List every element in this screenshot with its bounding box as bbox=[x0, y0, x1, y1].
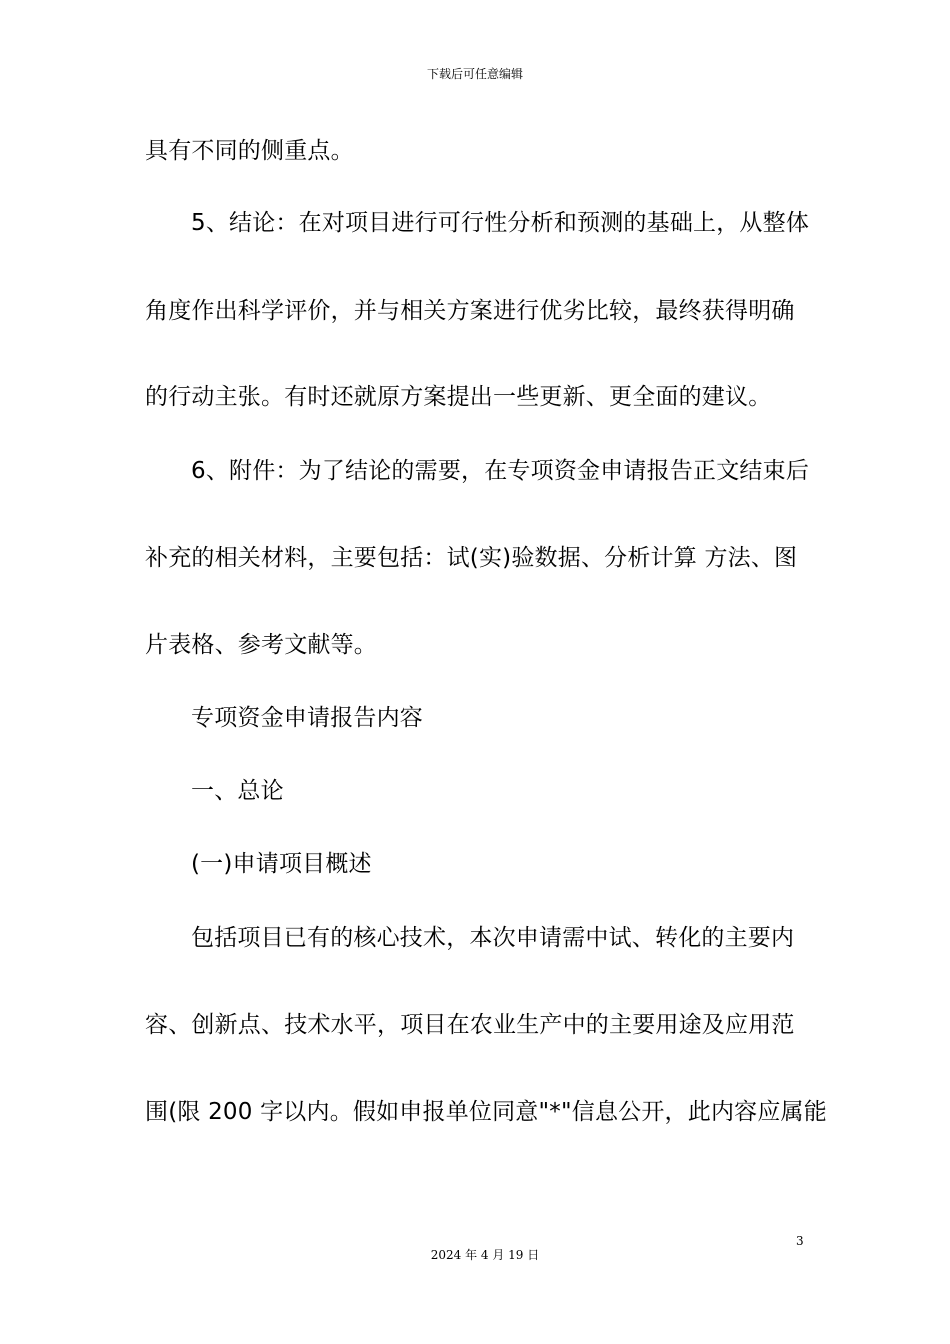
section-heading: 专项资金申请报告内容 bbox=[191, 705, 423, 731]
text-line: 容、创新点、技术水平，项目在农业生产中的主要用途及应用范 bbox=[145, 1012, 795, 1038]
page-number: 3 bbox=[796, 1234, 804, 1248]
text-line: 6、附件：为了结论的需要，在专项资金申请报告正文结束后 bbox=[191, 458, 810, 484]
text-line: 补充的相关材料，主要包括：试(实)验数据、分析计算 方法、图 bbox=[145, 545, 798, 571]
text-line: 角度作出科学评价，并与相关方案进行优劣比较，最终获得明确 bbox=[145, 298, 795, 324]
text-line: 5、结论：在对项目进行可行性分析和预测的基础上，从整体 bbox=[191, 210, 810, 236]
text-line: 片表格、参考文献等。 bbox=[145, 632, 377, 658]
section-heading: 一、总论 bbox=[191, 778, 284, 804]
footer-date: 2024 年 4 月 19 日 bbox=[430, 1248, 540, 1262]
page-header: 下载后可任意编辑 bbox=[426, 67, 523, 81]
text-line: 包括项目已有的核心技术，本次申请需中试、转化的主要内 bbox=[191, 925, 795, 951]
section-heading: (一)申请项目概述 bbox=[191, 851, 372, 877]
text-line: 围(限 200 字以内。假如申报单位同意"*"信息公开，此内容应属能 bbox=[145, 1099, 827, 1125]
text-line: 的行动主张。有时还就原方案提出一些更新、更全面的建议。 bbox=[145, 384, 772, 410]
text-line: 具有不同的侧重点。 bbox=[145, 138, 354, 164]
